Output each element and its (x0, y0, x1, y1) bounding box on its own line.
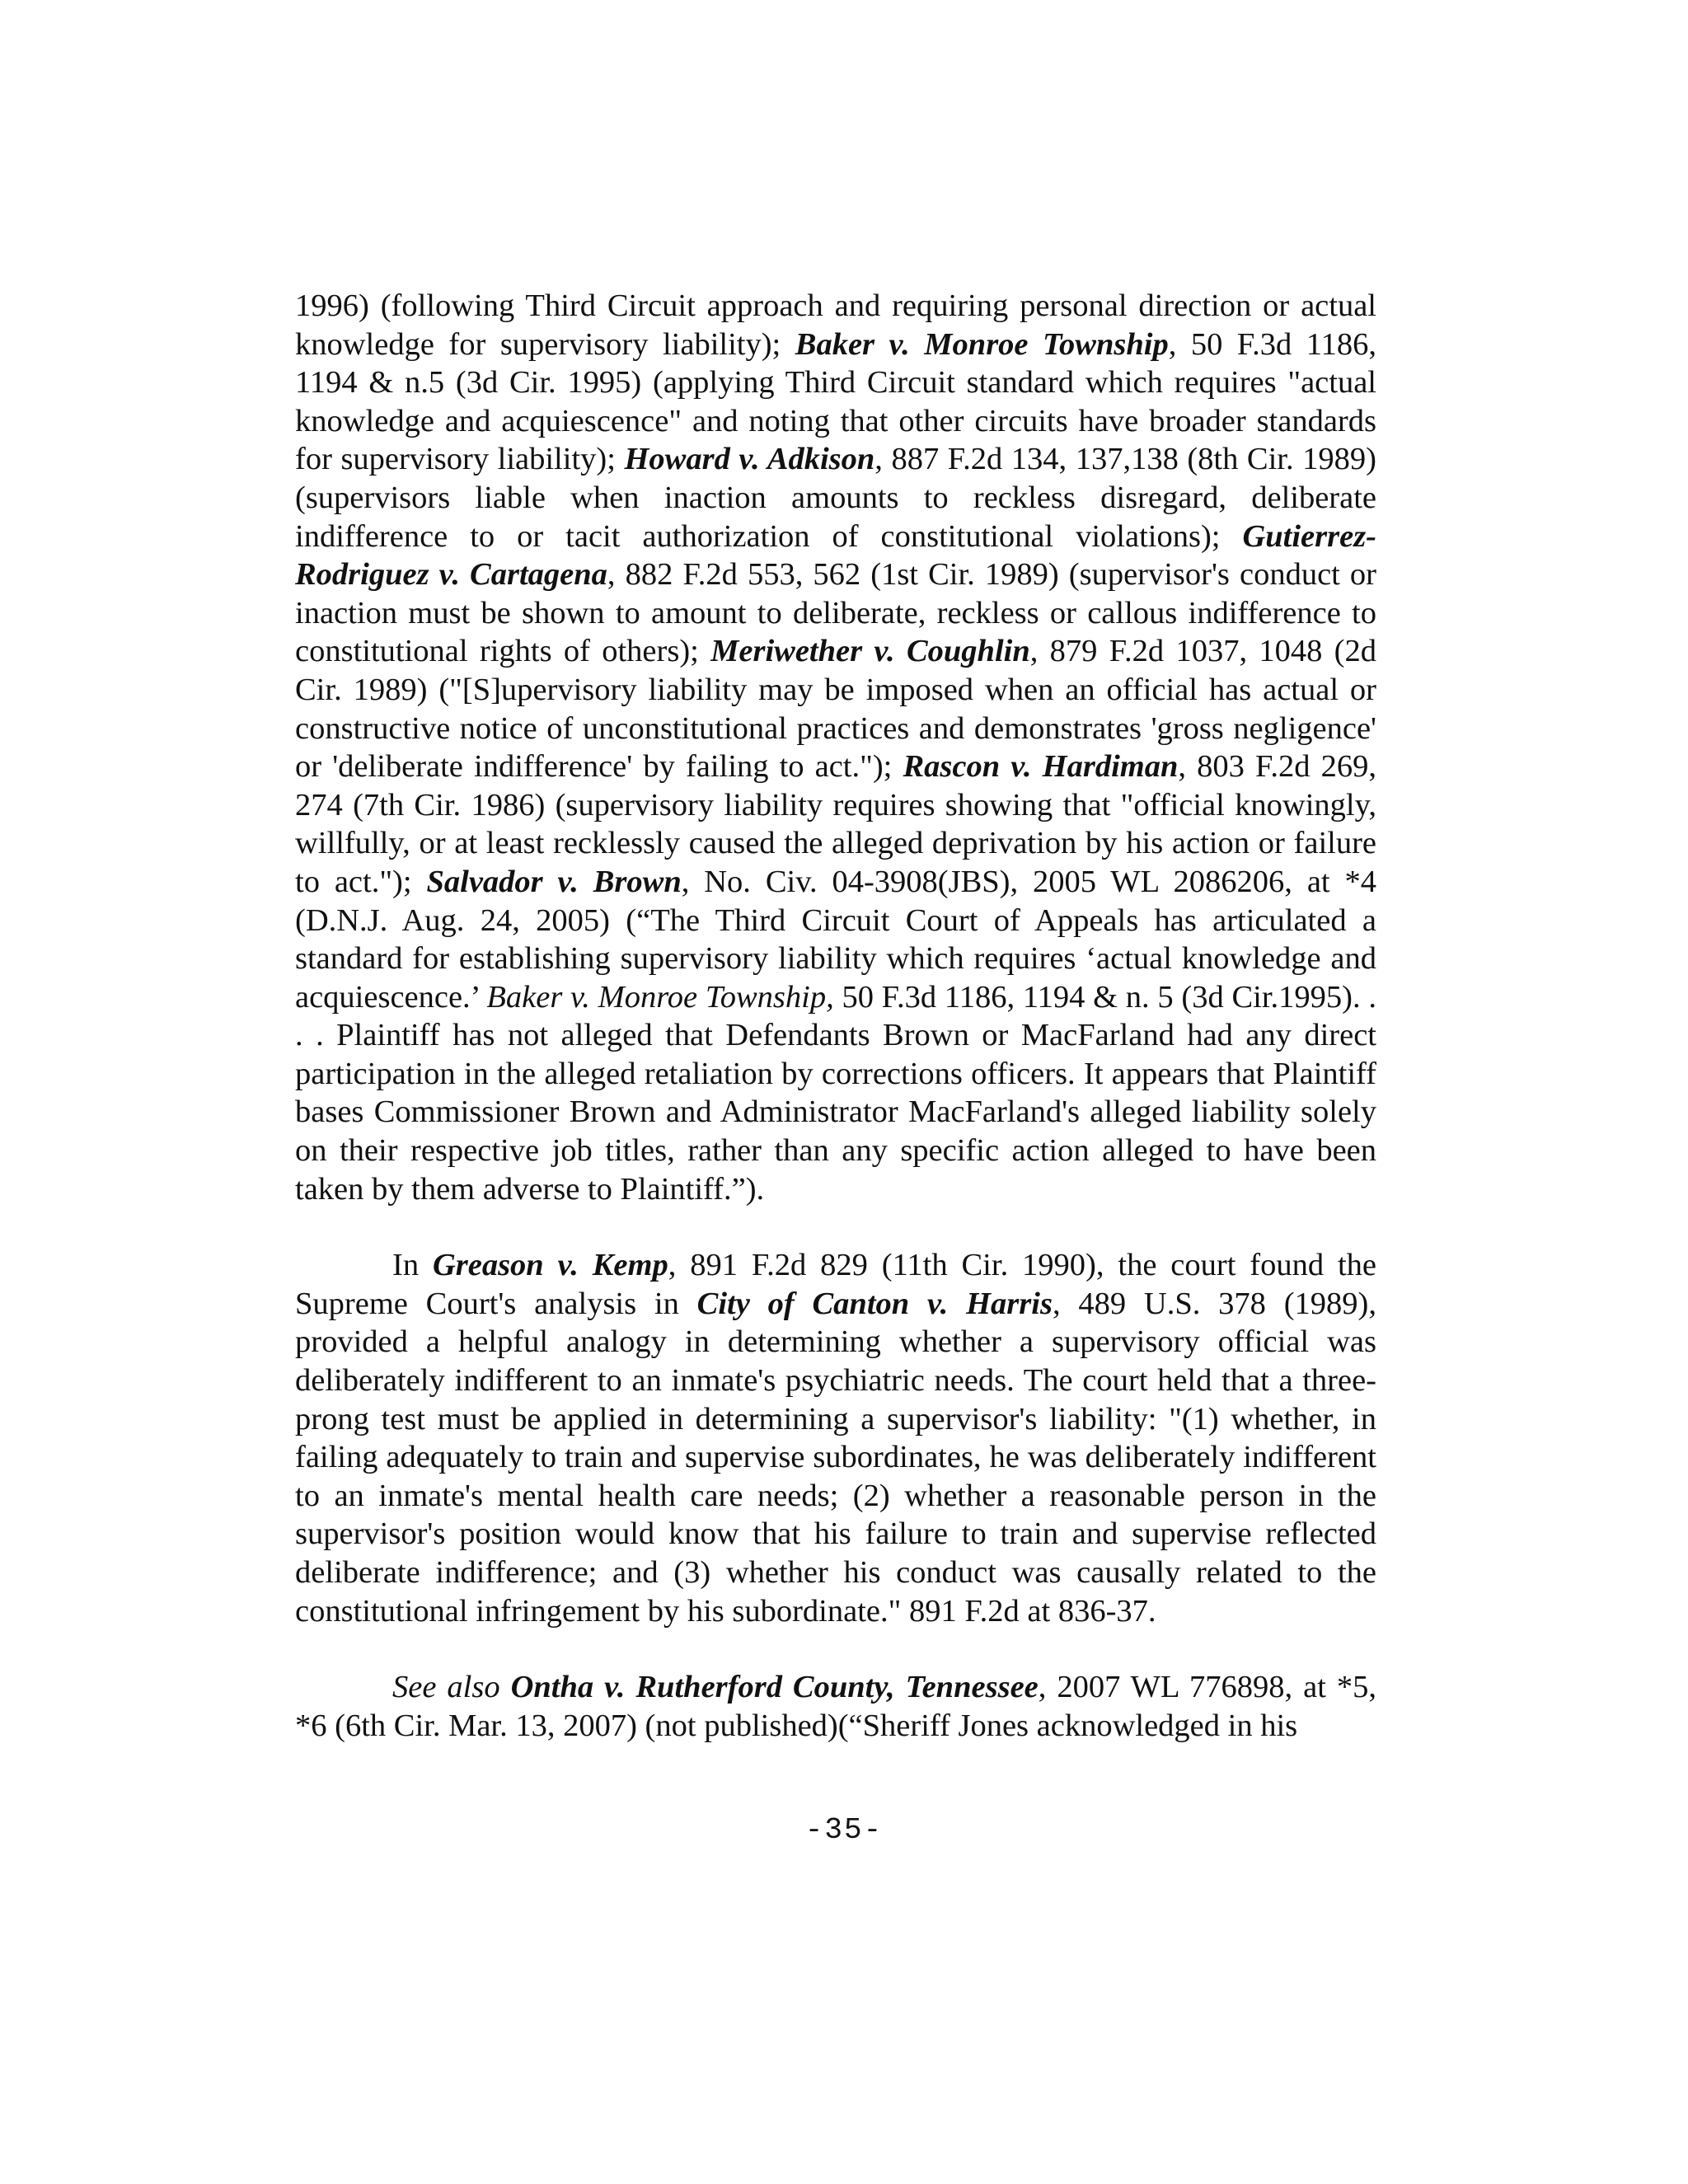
paragraph-greason-v-kemp (295, 1246, 1376, 1630)
case-name-salvador-v-brown: Salvador v. Brown (426, 864, 682, 899)
case-name-gutierrez-rodriguez-v-cartagena: Gutierrez-Rodriguez v. Cartagena (295, 518, 1376, 593)
text-segment: , 50 F.3d 1186, 1194 & n.5 (3d Cir. 1995) (applying Third Circuit standard which requires "actual knowledge and acquiescence" and noting that other circuits have broader standards for supervisory liability); (295, 326, 1376, 477)
case-citation-italic-baker: Baker v. Monroe Township, (486, 979, 834, 1015)
case-name-howard-v-adkison: Howard v. Adkison (624, 442, 875, 477)
paragraph-supervisory-liability-citations (295, 287, 1376, 1208)
text-segment (500, 1670, 511, 1704)
text-segment: , No. Civ. 04-3908(JBS), 2005 WL 2086206, at *4 (D.N.J. Aug. 24, 2005) (“The Third Circuit Court of Appeals has articulated a standard for establishing supervisory liability which requires ‘actual knowledge and acquiescence.’ (295, 864, 1376, 1015)
signal-see-also: See also (392, 1670, 500, 1705)
text-segment: , 891 F.2d 829 (11th Cir. 1990), the court found the Supreme Court's analysis in (295, 1248, 1376, 1321)
text-segment: 50 F.3d 1186, 1194 & n. 5 (3d Cir.1995). . . . Plaintiff has not alleged that Defendants Brown or MacFarland had any direct participation in the alleged retaliation by corrections officers. It appears that Plaintiff bases Commissioner Brown and Administrator MacFarland's alleged liability solely on their respective job titles, rather than any specific action alleged to have been taken by them adverse to Plaintiff.”). (295, 979, 1376, 1207)
text-segment: , 803 F.2d 269, 274 (7th Cir. 1986) (supervisory liability requires showing that "official knowingly, willfully, or at least recklessly caused the alleged deprivation by his action or failure to act."); (295, 749, 1376, 899)
page-number: -35- (804, 1813, 884, 1847)
text-segment: , 882 F.2d 553, 562 (1st Cir. 1989) (supervisor's conduct or inaction must be shown to amount to deliberate, reckless or callous indifference to constitutional rights of others); (295, 557, 1376, 669)
case-name-city-of-canton-v-harris: City of Canton v. Harris (696, 1286, 1053, 1321)
text-segment: , 887 F.2d 134, 137,138 (8th Cir. 1989) (supervisors liable when inaction amounts to reckless disregard, deliberate indifference to or tacit authorization of constitutional violations); (295, 442, 1376, 554)
case-name-ontha-v-rutherford-county: Ontha v. Rutherford County, Tennessee (510, 1670, 1039, 1705)
case-name-rascon-v-hardiman: Rascon v. Hardiman (903, 749, 1179, 785)
case-name-baker-v-monroe-township: Baker v. Monroe Township (795, 326, 1169, 362)
text-segment: , 489 U.S. 378 (1989), provided a helpful analogy in determining whether a supervisory official was deliberately indifferent to an inmate's psychiatric needs. The court held that a three-prong test must be applied in determining a supervisor's liability: "(1) whether, in failing adequately to train and supervise subordinates, he was deliberately indifferent to an inmate's mental health care needs; (2) whether a reasonable person in the supervisor's position would know that his failure to train and supervise reflected deliberate indifference; and (3) whether his conduct was causally related to the constitutional infringement by his subordinate." 891 F.2d at 836-37. (295, 1286, 1377, 1629)
text-segment: , 879 F.2d 1037, 1048 (2d Cir. 1989) ("[S]upervisory liability may be imposed when an official has actual or constructive notice of unconstitutional practices and demonstrates 'gross negligence' or 'deliberate indifference' by failing to act."); (295, 634, 1376, 785)
text-segment: 1996) (following Third Circuit approach and requiring personal direction or actual knowledge for supervisory liability); (295, 288, 1376, 362)
document-body (295, 287, 1376, 1745)
text-segment: In (392, 1248, 433, 1283)
case-name-meriwether-v-coughlin: Meriwether v. Coughlin (710, 634, 1030, 669)
case-name-greason-v-kemp: Greason v. Kemp (432, 1248, 668, 1283)
paragraph-see-also-ontha (295, 1668, 1376, 1745)
text-segment: , 2007 WL 776898, at *5, *6 (6th Cir. Mar. 13, 2007) (not published)(“Sheriff Jones acknowledged in his (295, 1670, 1376, 1743)
